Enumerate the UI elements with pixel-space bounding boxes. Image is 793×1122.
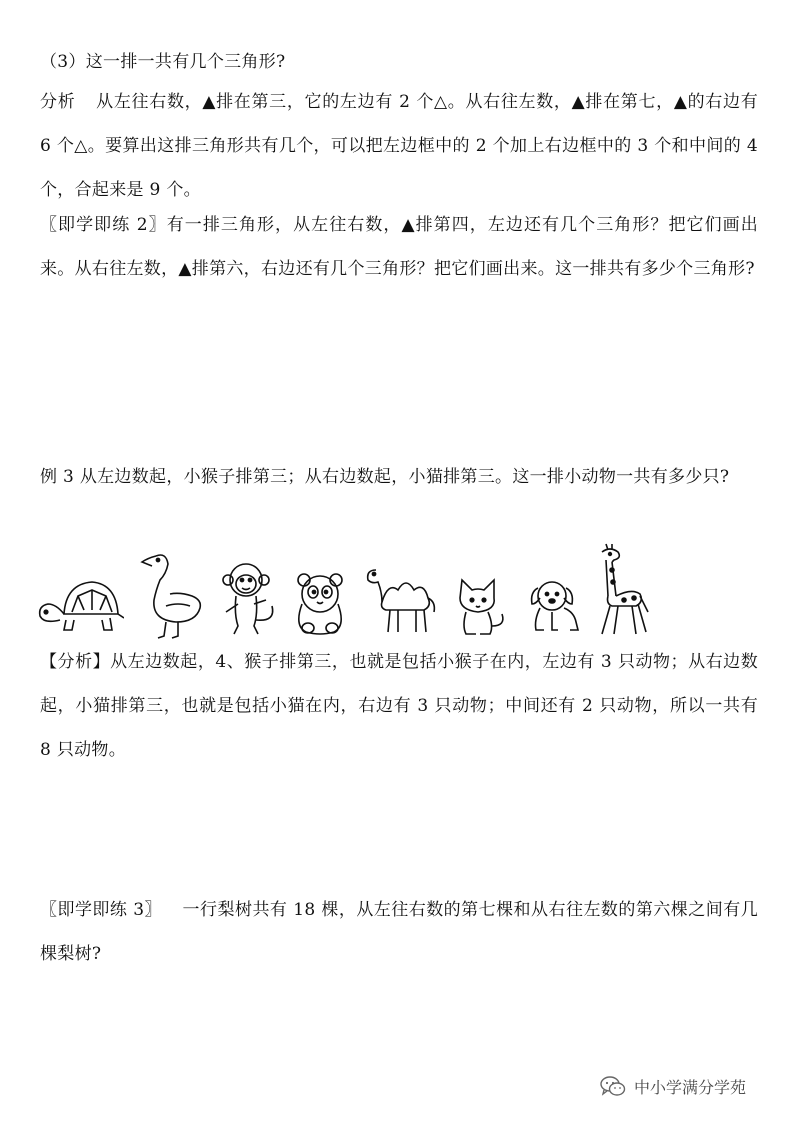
question-3 (40, 40, 758, 84)
cat-icon (452, 576, 508, 636)
example-3-text: 例 3 从左边数起，小猴子排第三；从右边数起，小猫排第三。这一排小动物一共有多少只? (40, 467, 730, 487)
duck-icon (136, 550, 206, 640)
exercise-3-body: 一行梨树共有 18 棵，从左往右数的第七棵和从右往左数的第六棵之间有几棵梨树? (40, 900, 758, 964)
panda-icon (288, 570, 354, 636)
exercise-2 (40, 203, 758, 291)
watermark-text: 中小学满分学苑 (634, 1077, 747, 1097)
analysis-1 (40, 80, 758, 212)
exercise-2-text: 〖即学即练 2〗有一排三角形，从左往右数，▲排第四，左边还有几个三角形？把它们画出来。从右往左数，▲排第六，右边还有几个三角形？把它们画出来。这一排共有多少个三角形? (40, 215, 758, 279)
turtle-icon (36, 574, 124, 634)
question-3-text: （3）这一排一共有几个三角形? (40, 52, 286, 72)
exercise-3-label: 〖即学即练 3〗 (40, 900, 162, 920)
exercise-3 (40, 888, 758, 976)
dog-icon (524, 578, 586, 634)
camel-icon (362, 562, 440, 636)
analysis-3 (40, 640, 758, 772)
giraffe-icon (592, 540, 654, 638)
animal-row (36, 540, 656, 638)
watermark (600, 1072, 746, 1100)
analysis-1-body: 从左往右数，▲排在第三，它的左边有 2 个△。从右往左数，▲排在第七，▲的右边有 6 个△。要算出这排三角形共有几个，可以把左边框中的 2 个加上右边框中的 3 个和中间的 4 个，合起来是 9 个。 (40, 92, 758, 200)
analysis-1-label: 分析 (40, 92, 76, 112)
example-3 (40, 455, 758, 499)
wechat-icon (600, 1075, 626, 1097)
monkey-icon (216, 560, 282, 640)
analysis-3-text: 【分析】从左边数起，4、猴子排第三，也就是包括小猴子在内，左边有 3 只动物；从右边数起，小猫排第三，也就是包括小猫在内，右边有 3 只动物；中间还有 2 只动物，所以一共有 8 只动物。 (40, 652, 758, 760)
